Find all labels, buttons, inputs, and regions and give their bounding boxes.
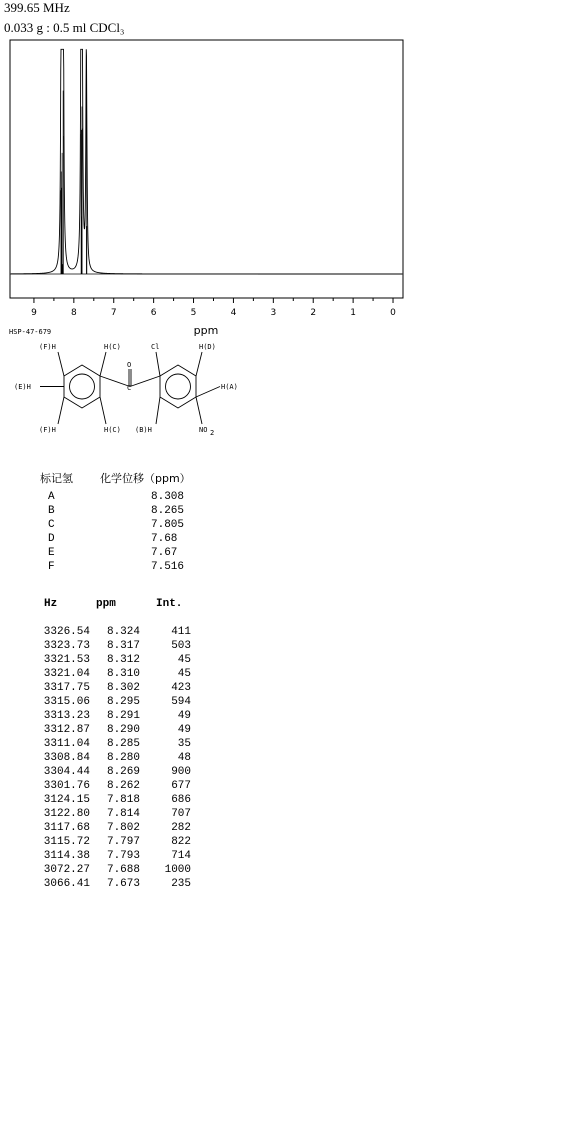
peak-int: 411: [171, 626, 191, 638]
shift-value: 7.516: [151, 561, 185, 573]
shift-row: [0, 490, 200, 504]
label-a: H(A): [221, 383, 238, 391]
label-b: (B)H: [135, 426, 152, 434]
peak-ppm: 7.802: [106, 822, 140, 834]
x-axis-label: ppm: [193, 324, 219, 337]
shift-row: [0, 532, 200, 546]
peak-hz: 3124.15: [43, 794, 90, 806]
table-row: [0, 822, 200, 836]
shift-row: [0, 546, 200, 560]
label-c-top: H(C): [104, 343, 121, 351]
peak-int: 45: [177, 668, 191, 680]
label-carbonyl-c: C: [127, 384, 132, 392]
peak-hz: 3301.76: [43, 780, 90, 792]
table-row: [0, 794, 200, 808]
sample-description: 0.033 g : 0.5 ml CDCl₃: [4, 20, 125, 35]
peak-hz: 3114.38: [43, 850, 90, 862]
peak-int: 423: [171, 682, 191, 694]
label-cl: Cl: [151, 343, 160, 351]
peak-hz: 3321.04: [43, 668, 90, 680]
table-row: [0, 780, 200, 794]
peak-hz: 3326.54: [43, 626, 90, 638]
shift-label: D: [48, 533, 55, 545]
x-axis: [31, 298, 396, 318]
x-tick-label: 9: [31, 308, 37, 318]
peak-int: 49: [177, 724, 191, 736]
peak-ppm: 8.295: [106, 696, 140, 708]
peak-hz: 3115.72: [43, 836, 90, 848]
peak-hz: 3312.87: [43, 724, 90, 736]
x-tick-label: 6: [150, 308, 157, 318]
table-row: [0, 710, 200, 724]
peak-hz: 3315.06: [43, 696, 90, 708]
table-row: [0, 836, 200, 850]
peak-int: 45: [177, 654, 191, 666]
peak-ppm: 8.317: [106, 640, 140, 652]
label-e: (E)H: [14, 383, 31, 391]
peak-hz: 3117.68: [43, 822, 90, 834]
plot-frame: [10, 40, 403, 298]
spectrometer-frequency: 399.65 MHz: [4, 0, 70, 15]
peak-int: 594: [171, 696, 191, 708]
peak-int: 235: [171, 878, 191, 890]
table-row: [0, 724, 200, 738]
peak-int: 686: [171, 794, 191, 806]
table-row: [0, 850, 200, 864]
x-tick-label: 2: [310, 308, 317, 318]
x-tick-label: 7: [110, 308, 117, 318]
shift-header-ppm: 化学位移（ppm）: [100, 472, 191, 485]
table-row: [0, 682, 200, 696]
peak-hz: 3311.04: [43, 738, 90, 750]
peak-header-ppm: ppm: [96, 598, 116, 610]
peak-ppm: 7.688: [106, 864, 140, 876]
table-row: [0, 654, 200, 668]
peak-ppm: 8.269: [106, 766, 140, 778]
peak-hz: 3313.23: [43, 710, 90, 722]
peak-ppm: 8.310: [106, 668, 140, 680]
peak-hz: 3321.53: [43, 654, 90, 666]
shift-label: E: [48, 547, 55, 559]
peak-ppm: 7.818: [106, 794, 140, 806]
compound-code: HSP-47-679: [9, 328, 52, 336]
peak-ppm: 8.312: [106, 654, 140, 666]
peak-int: 707: [171, 808, 191, 820]
table-row: [0, 696, 200, 710]
peak-int: 282: [171, 822, 191, 834]
shift-value: 8.265: [151, 505, 185, 517]
peak-ppm: 7.673: [106, 878, 140, 890]
table-row: [0, 738, 200, 752]
peak-hz: 3072.27: [43, 864, 90, 876]
shift-label: A: [48, 491, 55, 503]
peak-ppm: 7.814: [106, 808, 140, 820]
peak-ppm: 7.797: [106, 836, 140, 848]
shift-header-label: 标记氢: [40, 472, 73, 485]
label-f-bottom: (F)H: [39, 426, 56, 434]
peak-hz: 3323.73: [43, 640, 90, 652]
peak-int: 900: [171, 766, 191, 778]
x-tick-label: 3: [270, 308, 277, 318]
table-row: [0, 626, 200, 640]
peak-ppm: 7.793: [106, 850, 140, 862]
peak-hz: 3066.41: [43, 878, 90, 890]
table-row: [0, 752, 200, 766]
x-tick-label: 4: [230, 308, 237, 318]
peak-hz: 3317.75: [43, 682, 90, 694]
peak-ppm: 8.280: [106, 752, 140, 764]
table-row: [0, 808, 200, 822]
peak-int: 503: [171, 640, 191, 652]
peak-int: 714: [171, 850, 191, 862]
shift-row: [0, 504, 200, 518]
shift-label: C: [48, 519, 55, 531]
spectrum-trace: [11, 49, 402, 274]
nmr-spectrum-chart: [0, 38, 420, 338]
table-row: [0, 864, 200, 878]
x-tick-label: 8: [70, 308, 77, 318]
table-row: [0, 640, 200, 654]
shift-label: F: [48, 561, 55, 573]
peak-ppm: 8.262: [106, 780, 140, 792]
peak-ppm: 8.324: [106, 626, 140, 638]
peak-hz: 3122.80: [43, 808, 90, 820]
shift-value: 7.67: [151, 547, 178, 559]
label-f-top: (F)H: [39, 343, 56, 351]
label-c-bottom: H(C): [104, 426, 121, 434]
x-tick-label: 5: [190, 308, 197, 318]
peak-int: 677: [171, 780, 191, 792]
peak-int: 1000: [164, 864, 191, 876]
label-d: H(D): [199, 343, 216, 351]
peak-int: 35: [177, 738, 191, 750]
table-row: [0, 878, 200, 892]
peak-int: 822: [171, 836, 191, 848]
peak-ppm: 8.290: [106, 724, 140, 736]
peak-int: 48: [177, 752, 191, 764]
label-carbonyl-o: O: [127, 361, 132, 369]
x-tick-label: 1: [350, 308, 356, 318]
shift-label: B: [48, 505, 55, 517]
peak-hz: 3304.44: [43, 766, 90, 778]
shift-value: 7.805: [151, 519, 185, 531]
table-row: [0, 668, 200, 682]
label-no2-subscript: 2: [210, 429, 215, 437]
peak-ppm: 8.291: [106, 710, 140, 722]
shift-row: [0, 518, 200, 532]
peak-int: 49: [177, 710, 191, 722]
table-row: [0, 766, 200, 780]
shift-value: 8.308: [151, 491, 185, 503]
label-no2: NO: [199, 426, 208, 434]
shift-value: 7.68: [151, 533, 178, 545]
peak-ppm: 8.285: [106, 738, 140, 750]
peak-header-int: Int.: [156, 598, 183, 610]
peak-header-hz: Hz: [44, 598, 58, 610]
peak-ppm: 8.302: [106, 682, 140, 694]
peak-hz: 3308.84: [43, 752, 90, 764]
shift-row: [0, 560, 200, 574]
x-tick-label: 0: [390, 308, 396, 318]
